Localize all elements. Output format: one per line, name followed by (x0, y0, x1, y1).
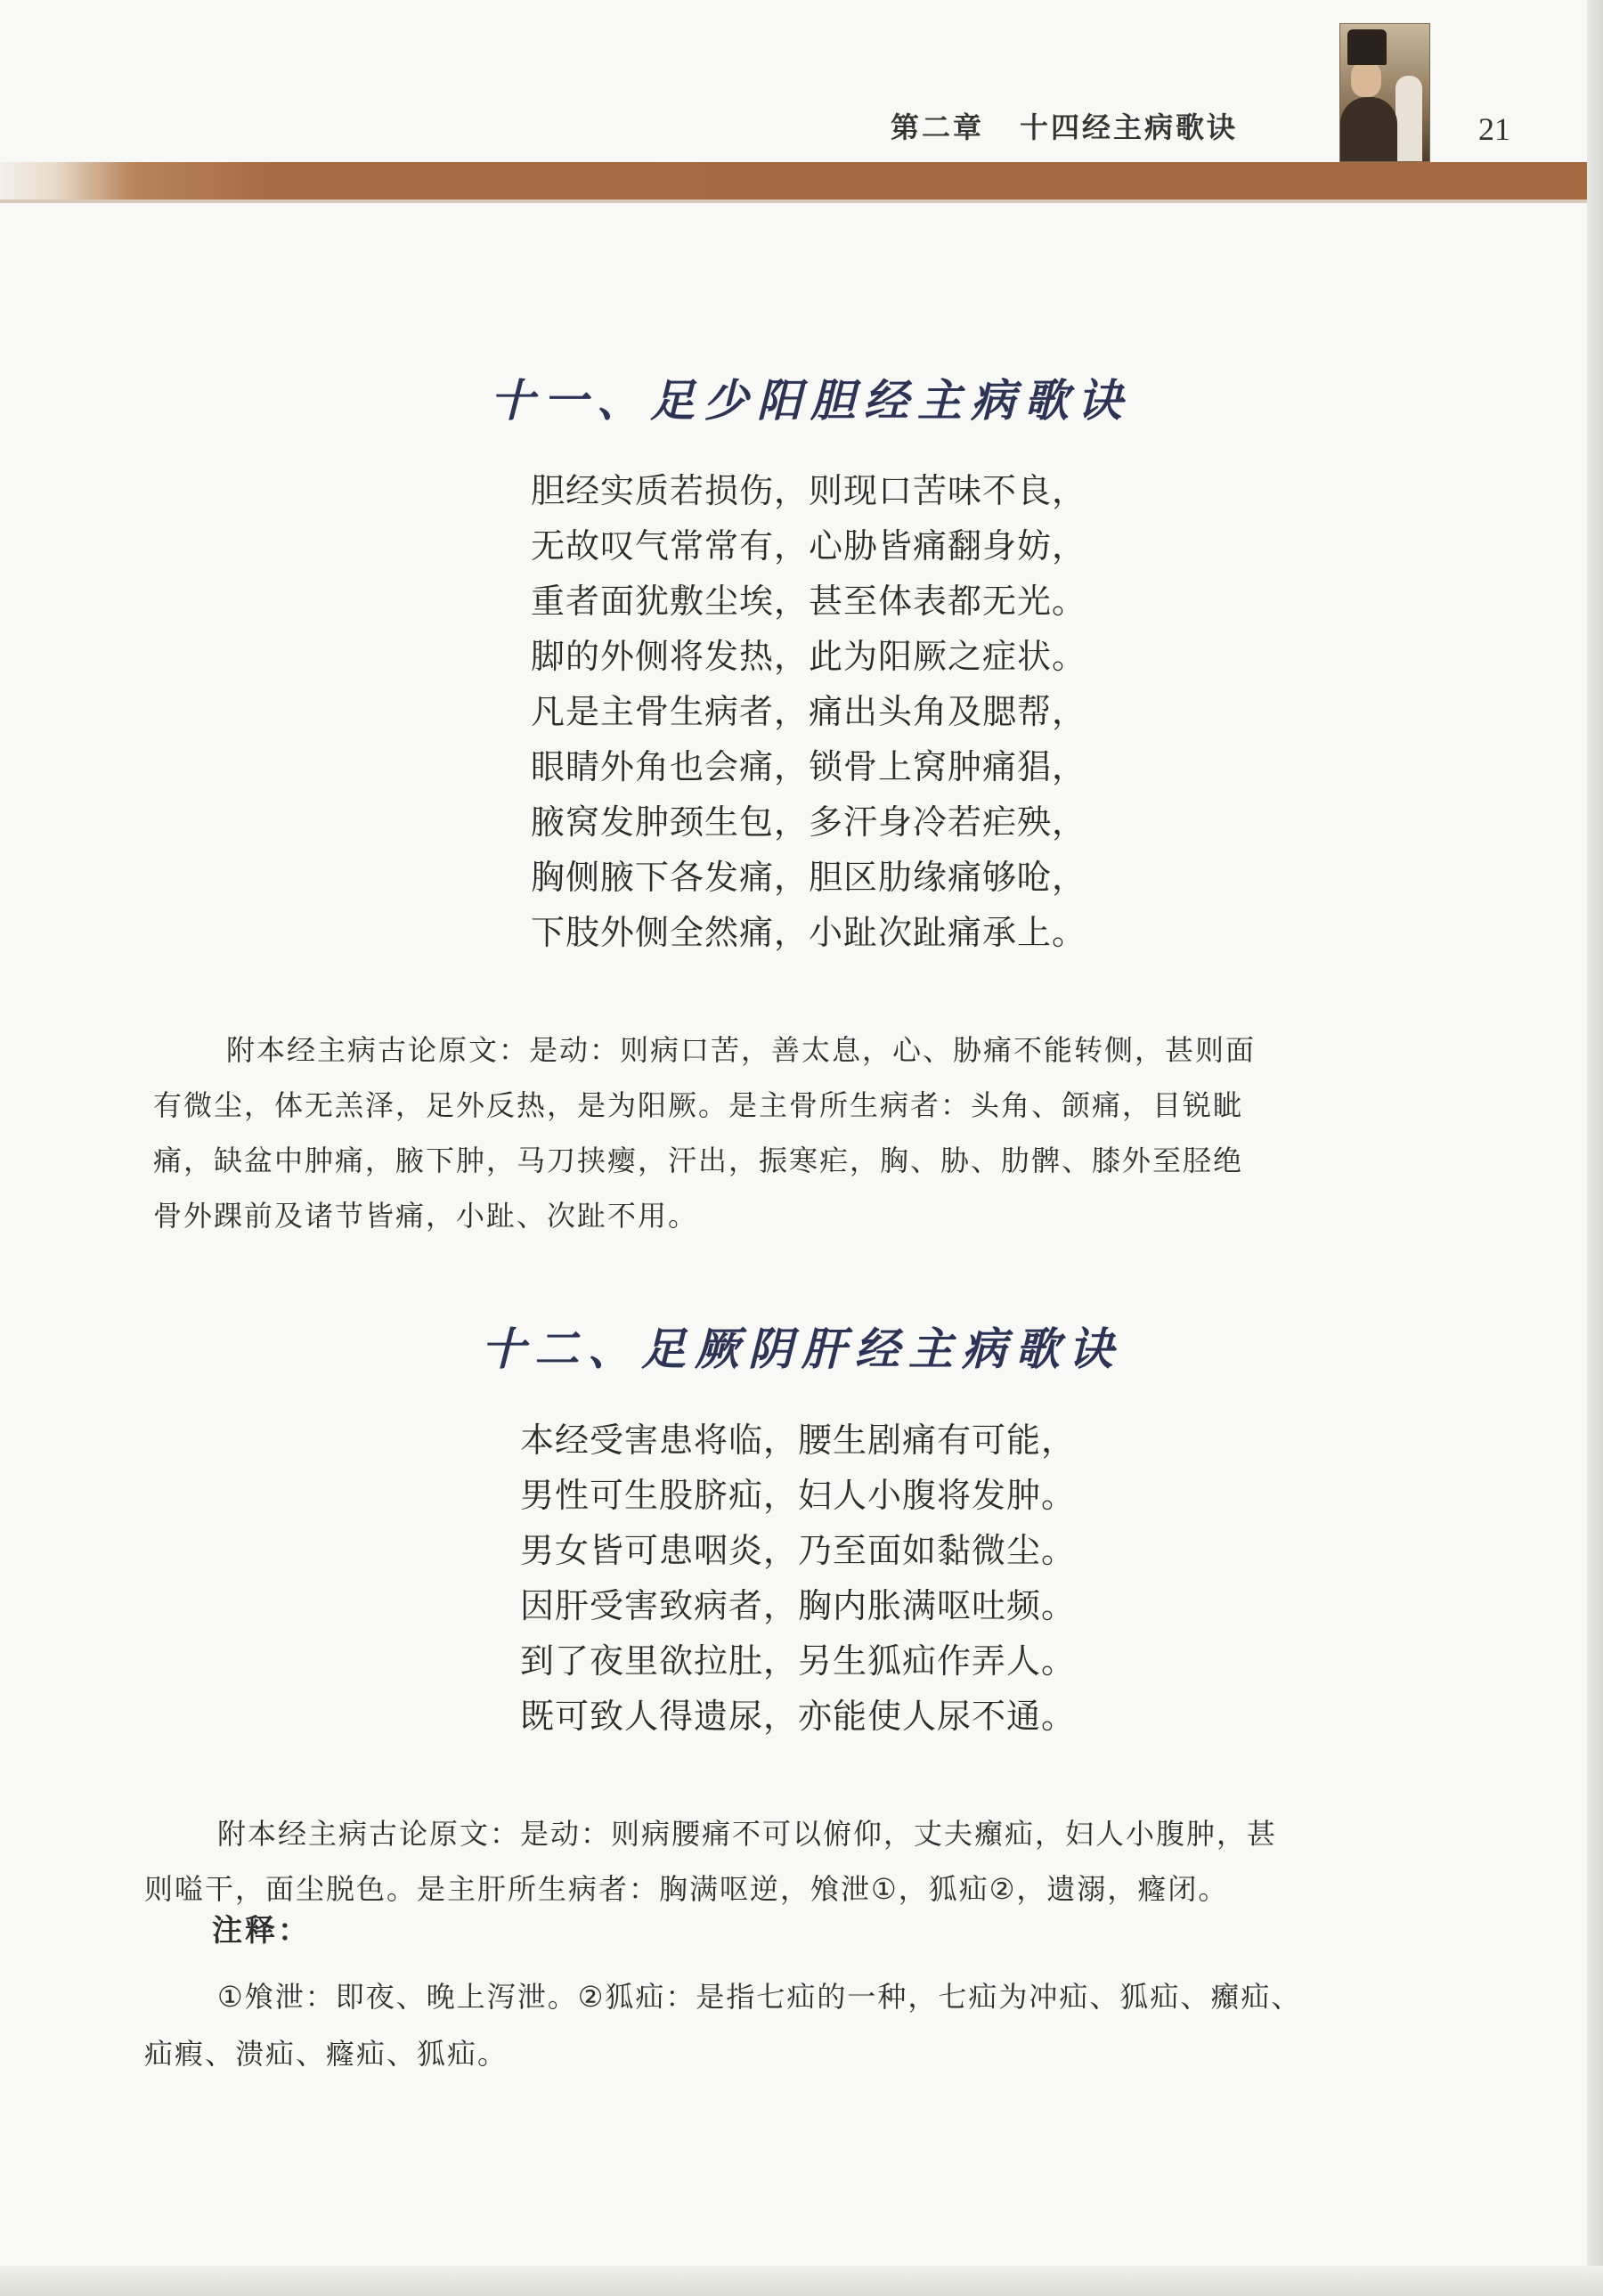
appendix-liver (144, 1806, 1277, 1917)
verse-line: 凡是主骨生病者，痛出头角及腮帮， (531, 692, 1087, 731)
verse-line: 脚的外侧将发热，此为阳厥之症状。 (531, 637, 1087, 676)
appendix-line: 附本经主病古论原文：是动：则病腰痛不可以俯仰，丈夫㿗疝，妇人小腹肿，甚 (217, 1817, 1278, 1851)
appendix-line: 附本经主病古论原文：是动：则病口苦，善太息，心、胁痛不能转侧，甚则面 (226, 1033, 1257, 1067)
section-title-liver: 十二、足厥阴肝经主病歌诀 (481, 1323, 1122, 1375)
note-line: 疝瘕、溃疝、癃疝、狐疝。 (144, 2037, 509, 2071)
page-edge-bottom (0, 2266, 1603, 2296)
verse-line: 男女皆可患咽炎，乃至面如黏微尘。 (520, 1531, 1077, 1570)
notes-body (144, 1968, 1301, 2082)
chapter-title: 十四经主病歌诀 (1020, 110, 1239, 144)
running-header (891, 105, 1318, 150)
portrait-illustration (1339, 23, 1430, 162)
verse-line: 无故叹气常常有，心胁皆痛翻身妨， (531, 526, 1087, 566)
verse-line: 到了夜里欲拉肚，另生狐疝作弄人。 (520, 1641, 1077, 1681)
chapter-label: 第二章 (891, 110, 985, 144)
appendix-line: 则嗌干，面尘脱色。是主肝所生病者：胸满呕逆，飧泄①，狐疝②，遗溺，癃闭。 (144, 1872, 1229, 1906)
verse-line: 胆经实质若损伤，则现口苦味不良， (531, 471, 1087, 510)
appendix-line: 痛，缺盆中肿痛，腋下肿，马刀挟瘿，汗出，振寒疟，胸、胁、肋髀、膝外至胫绝 (153, 1144, 1244, 1177)
verses-gallbladder (531, 463, 1086, 960)
header-band-shadow (0, 199, 1587, 203)
verse-line: 胸侧腋下各发痛，胆区肋缘痛够呛， (531, 858, 1087, 897)
appendix-line: 有微尘，体无羔泽，足外反热，是为阳厥。是主骨所生病者：头角、颌痛，目锐眦 (153, 1088, 1244, 1122)
portrait-figure-secondary (1396, 76, 1422, 162)
verses-liver (520, 1413, 1076, 1744)
header-band (0, 162, 1587, 199)
page-edge-right (1587, 0, 1603, 2296)
verse-line: 男性可生股脐疝，妇人小腹将发肿。 (520, 1476, 1077, 1515)
portrait-hat (1347, 29, 1387, 65)
portrait-face (1351, 61, 1381, 97)
appendix-line: 骨外踝前及诸节皆痛，小趾、次趾不用。 (153, 1199, 699, 1233)
portrait-robe (1340, 97, 1397, 162)
verse-line: 眼睛外角也会痛，锁骨上窝肿痛猖， (531, 747, 1087, 786)
appendix-gallbladder (153, 1022, 1256, 1243)
verse-line: 下肢外侧全然痛，小趾次趾痛承上。 (531, 913, 1087, 952)
verse-line: 因肝受害致病者，胸内胀满呕吐频。 (520, 1586, 1077, 1625)
page-number: 21 (1478, 111, 1510, 147)
note-line: ①飧泄：即夜、晚上泻泄。②狐疝：是指七疝的一种，七疝为冲疝、狐疝、㿗疝、 (217, 1980, 1302, 2014)
verse-line: 既可致人得遗尿，亦能使人尿不通。 (520, 1697, 1077, 1736)
verse-line: 本经受害患将临，腰生剧痛有可能， (520, 1421, 1077, 1460)
section-title-gallbladder: 十一、足少阳胆经主病歌诀 (490, 375, 1131, 427)
notes-heading: 注释： (212, 1913, 311, 1949)
verse-line: 重者面犹敷尘埃，甚至体表都无光。 (531, 582, 1087, 621)
verse-line: 腋窝发肿颈生包，多汗身冷若疟殃， (531, 802, 1087, 842)
